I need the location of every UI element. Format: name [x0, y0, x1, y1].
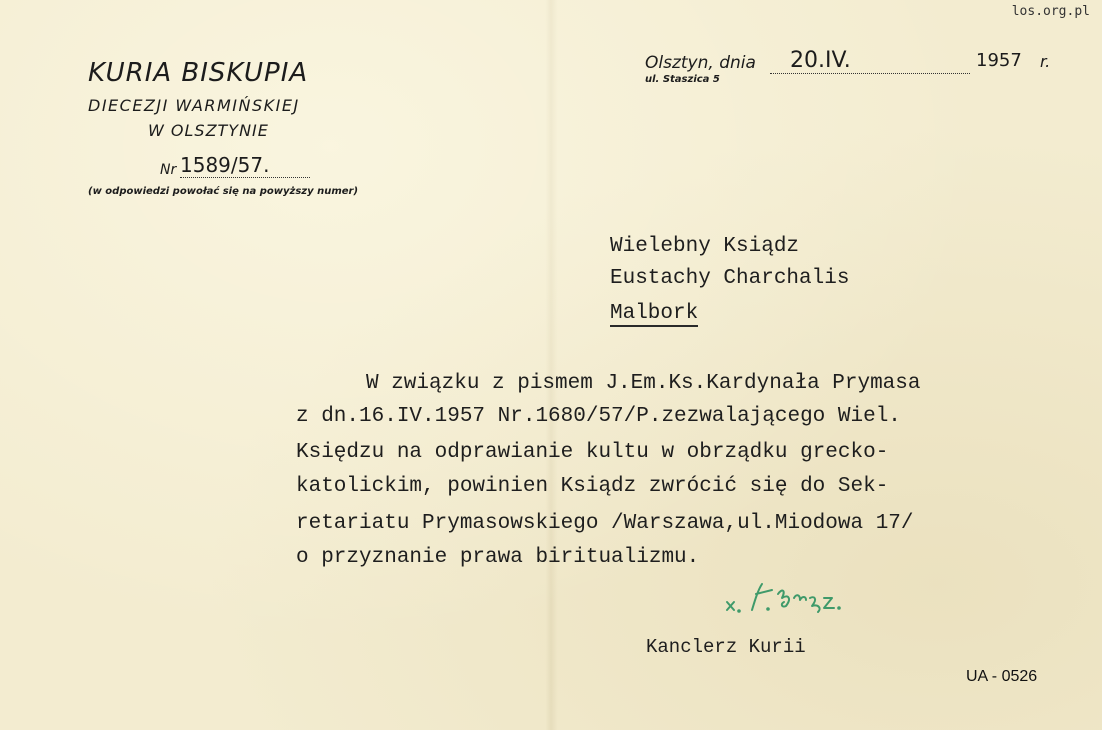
- letterhead-title: KURIA BISKUPIA: [88, 58, 309, 88]
- dateline-date: 20.IV.: [770, 48, 970, 74]
- body-line-1: W związku z pismem J.Em.Ks.Kardynała Prymasa: [366, 372, 921, 395]
- recipient-city: Malbork: [610, 302, 699, 325]
- watermark-text: los.org.pl: [1011, 4, 1090, 19]
- letterhead-city: W OLSZTYNIE: [148, 121, 269, 140]
- body-line-2: z dn.16.IV.1957 Nr.1680/57/P.zezwalającego Wiel.: [296, 405, 901, 428]
- dateline-year: 1957: [976, 50, 1022, 71]
- dateline-suffix: r.: [1040, 52, 1051, 71]
- body-line-4: katolickim, powinien Ksiądz zwrócić się do Sek-: [296, 475, 889, 498]
- recipient-name: Eustachy Charchalis: [610, 267, 850, 290]
- handwritten-signature: [722, 580, 847, 616]
- nr-value: 1589/57.: [180, 153, 310, 178]
- body-line-3: Księdzu na odprawianie kultu w obrządku grecko-: [296, 441, 889, 464]
- body-line-6: o przyznanie prawa biritualizmu.: [296, 546, 700, 569]
- letterhead-diocese: DIECEZJI WARMIŃSKIEJ: [88, 96, 300, 115]
- dateline-address: ul. Staszica 5: [645, 74, 720, 85]
- recipient-salutation: Wielebny Ksiądz: [610, 235, 800, 258]
- nr-label: Nr: [160, 162, 177, 178]
- body-line-5: retariatu Prymasowskiego /Warszawa,ul.Miodowa 17/: [296, 512, 914, 535]
- signatory-title: Kanclerz Kurii: [646, 636, 806, 658]
- reference-code: UA - 0526: [966, 668, 1038, 685]
- dateline-place: Olsztyn, dnia: [645, 53, 756, 73]
- nr-note: (w odpowiedzi powołać się na powyższy numer): [88, 186, 359, 197]
